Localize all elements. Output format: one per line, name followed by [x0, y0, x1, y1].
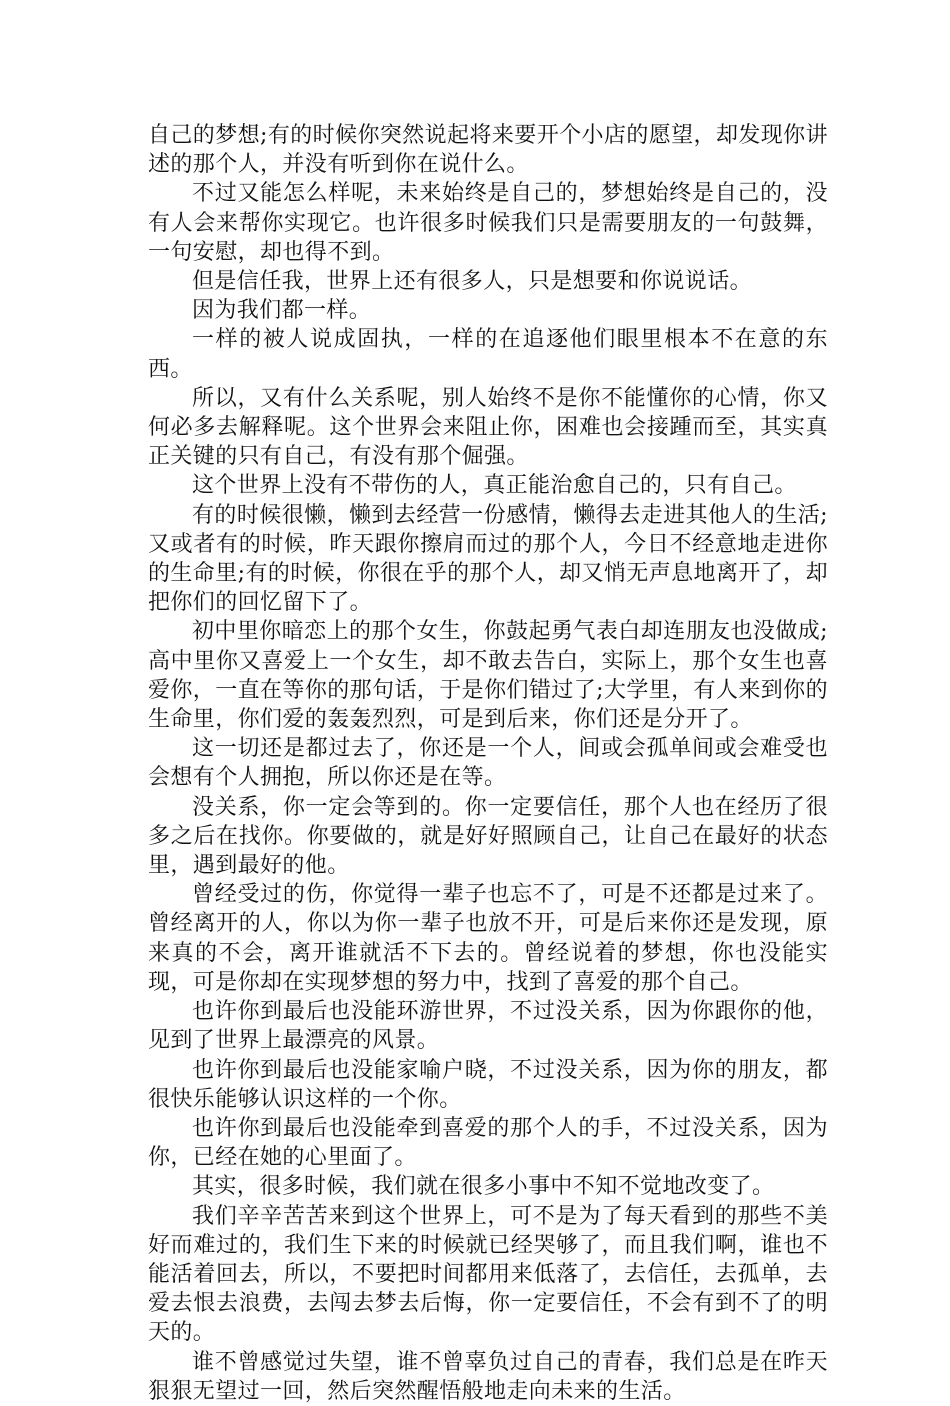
paragraph-10: 这一切还是都过去了，你还是一个人，间或会孤单间或会难受也会想有个人拥抱，所以你还是在等。 [148, 736, 828, 791]
paragraph-14: 也许你到最后也没能家喻户晓，不过没关系，因为你的朋友，都很快乐能够认识这样的一个你。 [148, 1057, 828, 1112]
paragraph-2: 不过又能怎么样呢，未来始终是自己的，梦想始终是自己的，没有人会来帮你实现它。也许很多时候我们只是需要朋友的一句鼓舞，一句安慰，却也得不到。 [148, 181, 828, 265]
paragraph-13: 也许你到最后也没能环游世界，不过没关系，因为你跟你的他，见到了世界上最漂亮的风景。 [148, 999, 828, 1054]
paragraph-7: 这个世界上没有不带伤的人，真正能治愈自己的，只有自己。 [192, 473, 797, 499]
document-body [148, 121, 828, 1406]
paragraph-9: 初中里你暗恋上的那个女生，你鼓起勇气表白却连朋友也没做成;高中里你又喜爱上一个女生，却不敢去告白，实际上，那个女生也喜爱你，一直在等你的那句话，于是你们错过了;大学里，有人来到你的生命里，你们爱的轰轰烈烈，可是到后来，你们还是分开了。 [148, 619, 828, 733]
paragraph-15: 也许你到最后也没能牵到喜爱的那个人的手，不过没关系，因为你，已经在她的心里面了。 [148, 1115, 828, 1171]
paragraph-6: 所以，又有什么关系呢，别人始终不是你不能懂你的心情，你又何必多去解释呢。这个世界会来阻止你，困难也会接踵而至，其实真正关键的只有自己，有没有那个倔强。 [148, 385, 828, 470]
paragraph-17: 我们辛辛苦苦来到这个世界上，可不是为了每天看到的那些不美好而难过的，我们生下来的时候就已经哭够了，而且我们啊，谁也不能活着回去，所以，不要把时间都用来低落了，去信任，去孤单，去爱去恨去浪费，去闯去梦去后悔，你一定要信任，不会有到不了的明天的。 [148, 1203, 828, 1346]
paragraph-11: 没关系，你一定会等到的。你一定要信任，那个人也在经历了很多之后在找你。你要做的，就是好好照顾自己，让自己在最好的状态里，遇到最好的他。 [148, 794, 828, 879]
paragraph-1: 自己的梦想;有的时候你突然说起将来要开个小店的愿望，却发现你讲述的那个人，并没有听到你在说什么。 [148, 123, 828, 178]
paragraph-4: 因为我们都一样。 [192, 298, 372, 324]
paragraph-18: 谁不曾感觉过失望，谁不曾辜负过自己的青春，我们总是在昨天狠狠无望过一回，然后突然醒悟般地走向未来的生活。 [148, 1349, 828, 1404]
paragraph-16: 其实，很多时候，我们就在很多小事中不知不觉地改变了。 [192, 1174, 775, 1200]
paragraph-5: 一样的被人说成固执，一样的在追逐他们眼里根本不在意的东西。 [148, 327, 828, 382]
paragraph-3: 但是信任我，世界上还有很多人，只是想要和你说说话。 [192, 269, 753, 295]
paragraph-12: 曾经受过的伤，你觉得一辈子也忘不了，可是不还都是过来了。曾经离开的人，你以为你一辈子也放不开，可是后来你还是发现，原来真的不会，离开谁就活不下去的。曾经说着的梦想，你也没能实现，可是你却在实现梦想的努力中，找到了喜爱的那个自己。 [148, 882, 828, 995]
paragraph-8: 有的时候很懒，懒到去经营一份感情，懒得去走进其他人的生活;又或者有的时候，昨天跟你擦肩而过的那个人，今日不经意地走进你的生命里;有的时候，你很在乎的那个人，却又悄无声息地离开了，却把你们的回忆留下了。 [148, 502, 828, 616]
